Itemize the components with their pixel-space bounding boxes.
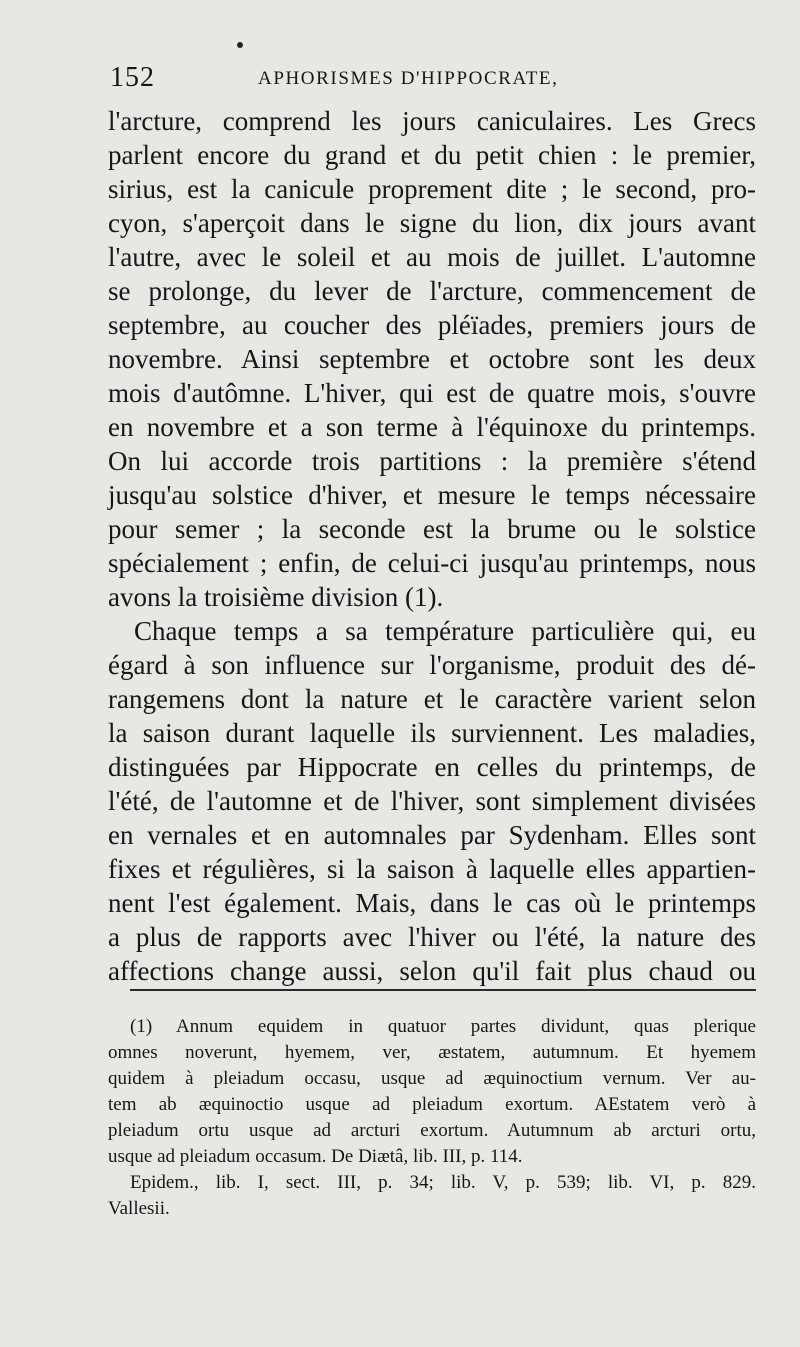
text-line: sirius, est la canicule proprement dite ; le second, pro- <box>108 174 756 204</box>
footnote-line: Epidem., lib. I, sect. III, p. 34; lib. V, p. 539; lib. VI, p. 829. <box>130 1172 756 1193</box>
text-line: avons la troisième division (1). <box>108 582 444 612</box>
text-line: l'autre, avec le soleil et au mois de juillet. L'automne <box>108 242 756 272</box>
text-line: se prolonge, du lever de l'arcture, commencement de <box>108 276 756 306</box>
ink-speck <box>237 42 243 48</box>
page-number: 152 <box>110 62 155 93</box>
text-line: On lui accorde trois partitions : la première s'étend <box>108 446 756 476</box>
text-line: parlent encore du grand et du petit chien : le premier, <box>108 140 756 170</box>
text-line: cyon, s'aperçoit dans le signe du lion, dix jours avant <box>108 208 756 238</box>
text-line: en novembre et a son terme à l'équinoxe du printemps. <box>108 412 756 442</box>
text-line: distinguées par Hippocrate en celles du printemps, de <box>108 752 756 782</box>
footnote-line: (1) Annum equidem in quatuor partes dividunt, quas plerique <box>130 1016 756 1037</box>
text-line: l'été, de l'automne et de l'hiver, sont simplement divisées <box>108 786 756 816</box>
footnote-line: usque ad pleiadum occasum. De Diætâ, lib. III, p. 114. <box>108 1146 523 1167</box>
footnote-line: pleiadum ortu usque ad arcturi exortum. Autumnum ab arcturi ortu, <box>108 1120 756 1141</box>
text-line: l'arcture, comprend les jours caniculaires. Les Grecs <box>108 106 756 136</box>
running-title: APHORISMES D'HIPPOCRATE, <box>258 68 559 89</box>
text-line: Chaque temps a sa température particulière qui, eu <box>134 616 756 646</box>
text-line: égard à son influence sur l'organisme, produit des dé- <box>108 650 756 680</box>
text-line: septembre, au coucher des pléïades, premiers jours de <box>108 310 756 340</box>
text-line: la saison durant laquelle ils surviennent. Les maladies, <box>108 718 756 748</box>
text-line: nent l'est également. Mais, dans le cas où le printemps <box>108 888 756 918</box>
text-line: jusqu'au solstice d'hiver, et mesure le temps nécessaire <box>108 480 756 510</box>
text-line: spécialement ; enfin, de celui-ci jusqu'au printemps, nous <box>108 548 756 578</box>
page-header <box>110 62 770 94</box>
text-line: pour semer ; la seconde est la brume ou le solstice <box>108 514 756 544</box>
footnote-line: omnes noverunt, hyemem, ver, æstatem, autumnum. Et hyemem <box>108 1042 756 1063</box>
footnote-line: tem ab æquinoctio usque ad pleiadum exortum. AEstatem verò à <box>108 1094 756 1115</box>
text-line: fixes et régulières, si la saison à laquelle elles appartien- <box>108 854 756 884</box>
footnote-line: quidem à pleiadum occasu, usque ad æquinoctium vernum. Ver au- <box>108 1068 756 1089</box>
text-line: en vernales et en automnales par Sydenham. Elles sont <box>108 820 756 850</box>
text-line: affections change aussi, selon qu'il fait plus chaud ou <box>108 956 756 986</box>
footnote-line: Vallesii. <box>108 1198 170 1219</box>
footnote-rule <box>130 989 756 991</box>
text-line: novembre. Ainsi septembre et octobre sont les deux <box>108 344 756 374</box>
text-line: a plus de rapports avec l'hiver ou l'été, la nature des <box>108 922 756 952</box>
text-line: rangemens dont la nature et le caractère varient selon <box>108 684 756 714</box>
text-line: mois d'autômne. L'hiver, qui est de quatre mois, s'ouvre <box>108 378 756 408</box>
